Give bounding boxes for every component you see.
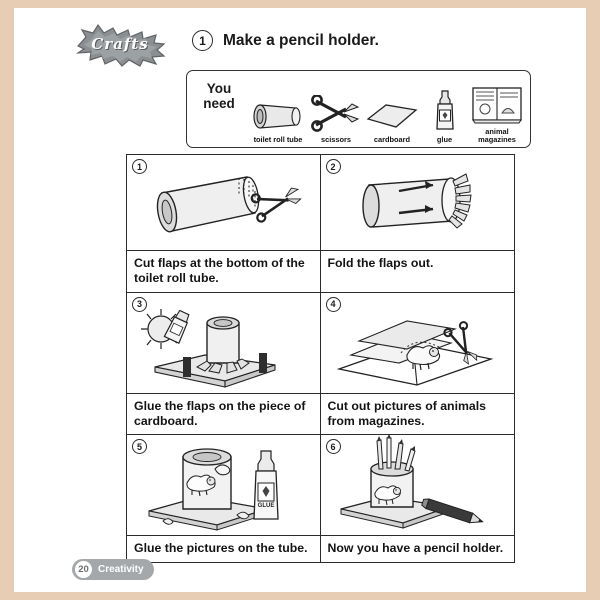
- step-6-caption: Now you have a pencil holder.: [321, 535, 514, 562]
- you-need-label: You need: [203, 81, 235, 111]
- material-caption: cardboard: [373, 135, 411, 145]
- task-heading: [192, 30, 379, 51]
- material-caption: toilet roll tube: [253, 135, 303, 145]
- step-6-illustration: [321, 435, 514, 535]
- page-number: 20: [75, 561, 92, 578]
- steps-row-1: [126, 154, 516, 293]
- step-5: [126, 434, 321, 563]
- step-4-caption: Cut out pictures of animals from magazines.: [321, 393, 514, 435]
- task-instruction: Make a pencil holder.: [223, 31, 379, 49]
- footer-section-label: Creativity: [98, 564, 144, 575]
- step-2-caption: Fold the flaps out.: [321, 250, 514, 277]
- step-number: 5: [132, 439, 147, 454]
- material-caption: scissors: [321, 135, 351, 145]
- crafts-badge-label: Crafts: [91, 35, 149, 53]
- scissors-icon: [308, 91, 364, 133]
- step-6: [320, 434, 515, 563]
- task-number: 1: [192, 30, 213, 51]
- step-2: [320, 154, 515, 293]
- step-3-caption: Glue the flaps on the piece of cardboard.: [127, 393, 320, 435]
- material-cardboard: [364, 91, 420, 145]
- material-animal-magazines: [469, 83, 525, 145]
- step-3-illustration: [127, 293, 320, 393]
- crafts-badge: [72, 22, 168, 68]
- step-number: 6: [326, 439, 341, 454]
- step-1: [126, 154, 321, 293]
- material-caption: glue: [436, 135, 453, 145]
- footer-pill: [72, 559, 154, 580]
- material-toilet-roll-tube: [248, 91, 308, 145]
- toilet-roll-tube-icon: [248, 91, 308, 133]
- step-2-illustration: [321, 155, 514, 250]
- page-footer: [72, 559, 154, 580]
- step-4-illustration: [321, 293, 514, 393]
- step-3: [126, 292, 321, 436]
- worksheet-page: [14, 8, 586, 592]
- cardboard-icon: [364, 91, 420, 133]
- steps-row-3: [126, 436, 516, 564]
- step-number: 1: [132, 159, 147, 174]
- step-5-illustration: [127, 435, 320, 535]
- material-glue: [420, 91, 469, 145]
- material-caption: animal magazines: [478, 126, 516, 145]
- material-scissors: [308, 91, 364, 145]
- step-1-illustration: [127, 155, 320, 250]
- steps-grid: [126, 154, 516, 563]
- svg-text:GLUE: GLUE: [257, 503, 275, 509]
- steps-row-2: [126, 293, 516, 436]
- step-number: 2: [326, 159, 341, 174]
- step-5-caption: Glue the pictures on the tube.: [127, 535, 320, 562]
- step-4: [320, 292, 515, 436]
- step-number: 3: [132, 297, 147, 312]
- step-number: 4: [326, 297, 341, 312]
- magazines-icon: [469, 83, 525, 125]
- glue-bottle-icon: [428, 91, 462, 133]
- step-1-caption: Cut flaps at the bottom of the toilet roll tube.: [127, 250, 320, 292]
- you-need-box: [186, 70, 531, 148]
